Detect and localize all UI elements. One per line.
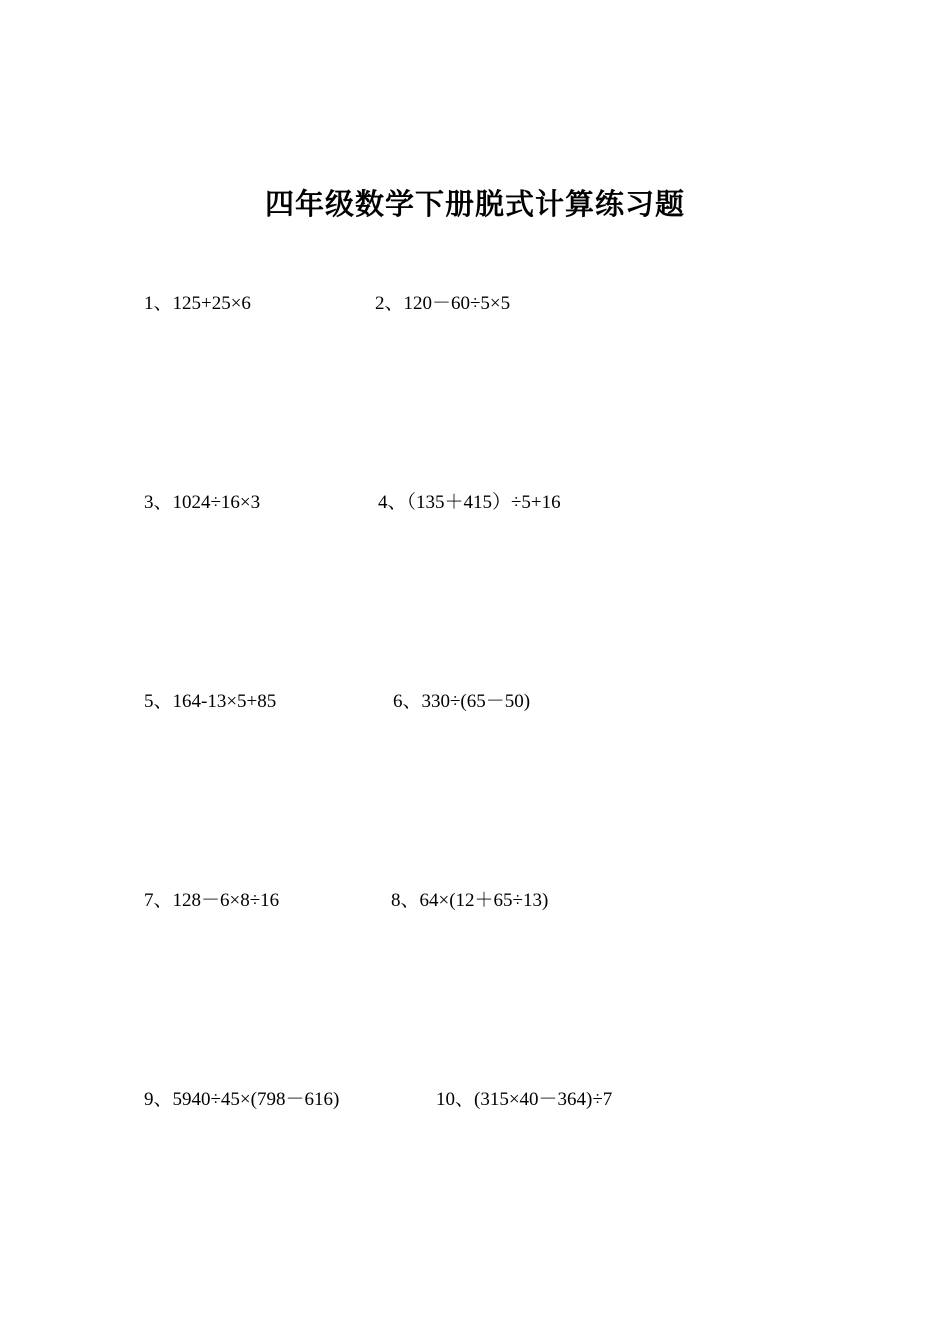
problem-5: 5、164-13×5+85 [144, 691, 277, 712]
worksheet-title: 四年级数学下册脱式计算练习题 [264, 187, 685, 221]
problem-7: 7、128－6×8÷16 [144, 890, 280, 911]
problem-10: 10、(315×40－364)÷7 [436, 1089, 613, 1110]
problem-4: 4、（135＋415）÷5+16 [378, 492, 561, 513]
problem-6: 6、330÷(65－50) [393, 691, 531, 712]
problem-2: 2、120－60÷5×5 [375, 293, 511, 314]
problem-3: 3、1024÷16×3 [144, 492, 261, 513]
problem-9: 9、5940÷45×(798－616) [144, 1089, 340, 1110]
problem-8: 8、64×(12＋65÷13) [391, 890, 549, 911]
problem-1: 1、125+25×6 [144, 293, 251, 314]
